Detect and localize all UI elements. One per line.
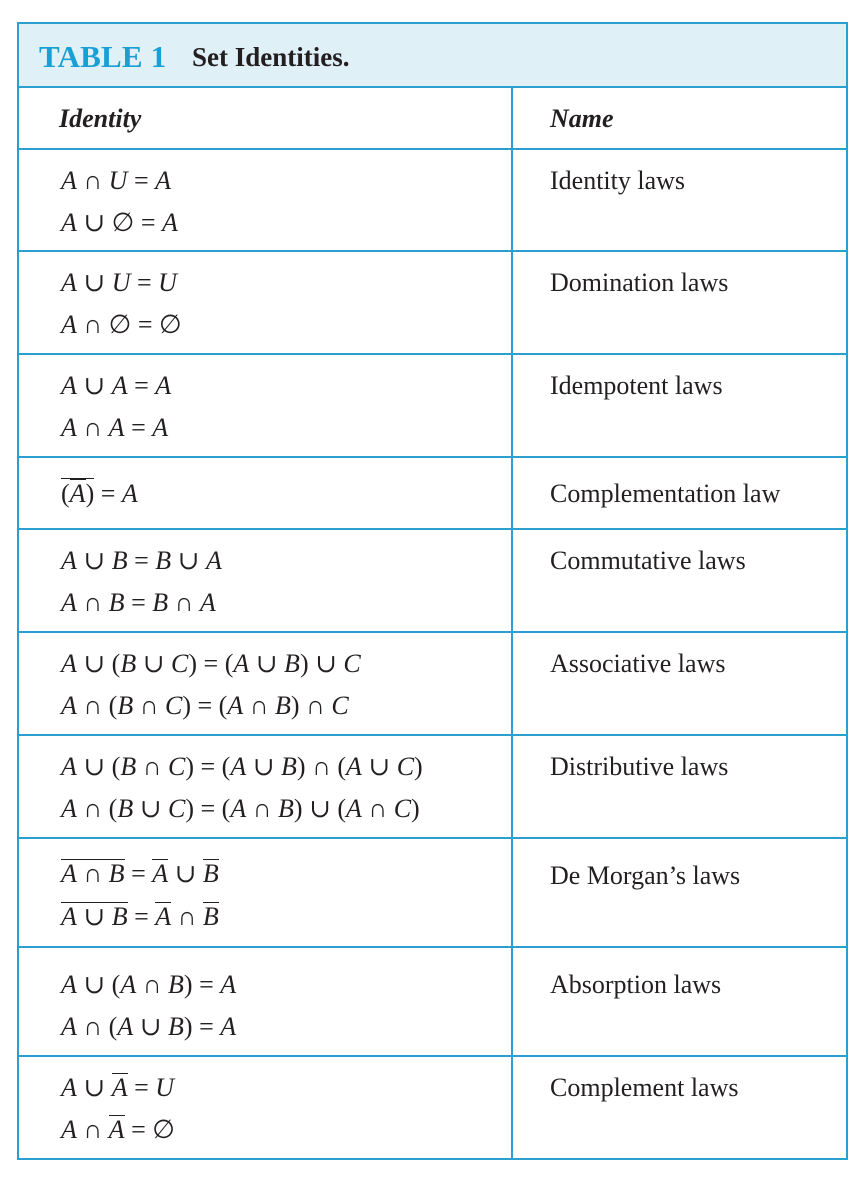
identity-formula: A ∪ (B ∪ C) = (A ∪ B) ∪ C <box>61 649 361 678</box>
table-title-bar <box>19 24 846 88</box>
table-header-row <box>19 88 846 150</box>
identity-formula: A ∩ ∅ = ∅ <box>61 310 182 339</box>
identity-formula: A ∪ (A ∩ B) = A <box>61 970 237 999</box>
table-row <box>19 1057 846 1158</box>
header-name: Name <box>550 104 614 133</box>
table-number: TABLE 1 <box>39 39 167 74</box>
table-row <box>19 355 846 456</box>
table-row <box>19 150 846 250</box>
table-row <box>19 839 846 946</box>
table-row <box>19 736 846 837</box>
law-name: Distributive laws <box>550 752 729 781</box>
law-name: Identity laws <box>550 166 686 195</box>
identity-formula: A ∩ U = A <box>61 166 172 195</box>
identity-formula: A ∪ ∅ = A <box>61 208 178 237</box>
identity-formula: A ∩ (A ∪ B) = A <box>61 1012 237 1041</box>
law-name: Idempotent laws <box>550 371 723 400</box>
table-row <box>19 530 846 631</box>
law-name: Commutative laws <box>550 546 746 575</box>
identity-formula: A ∪ (B ∩ C) = (A ∪ B) ∩ (A ∪ C) <box>61 752 423 781</box>
identity-formula: A ∩ (B ∩ C) = (A ∩ B) ∩ C <box>61 691 349 720</box>
identity-formula: (A) = A <box>61 479 138 508</box>
set-identities-table <box>17 22 848 1160</box>
law-name: Complement laws <box>550 1073 739 1102</box>
identity-formula: A ∩ (B ∪ C) = (A ∩ B) ∪ (A ∩ C) <box>61 794 420 823</box>
identity-formula: A ∩ B = B ∩ A <box>61 588 216 617</box>
identity-formula: A ∪ A = A <box>61 371 172 400</box>
table-row <box>19 252 846 353</box>
law-name: Absorption laws <box>550 970 722 999</box>
identity-formula: A ∩ B = A ∪ B <box>61 859 219 888</box>
identity-formula: A ∩ A = ∅ <box>61 1115 175 1144</box>
identity-formula: A ∪ B = B ∪ A <box>61 546 222 575</box>
header-identity: Identity <box>59 104 142 133</box>
law-name: De Morgan’s laws <box>550 861 741 890</box>
identity-formula: A ∪ A = U <box>61 1073 175 1102</box>
table-row <box>19 458 846 528</box>
identity-formula: A ∩ A = A <box>61 413 169 442</box>
table-row <box>19 948 846 1055</box>
law-name: Associative laws <box>550 649 726 678</box>
identity-formula: A ∪ B = A ∩ B <box>61 902 219 931</box>
identity-formula: A ∪ U = U <box>61 268 177 297</box>
table-caption: Set Identities. <box>192 42 350 72</box>
law-name: Domination laws <box>550 268 729 297</box>
law-name: Complementation law <box>550 479 781 508</box>
table-row <box>19 633 846 734</box>
